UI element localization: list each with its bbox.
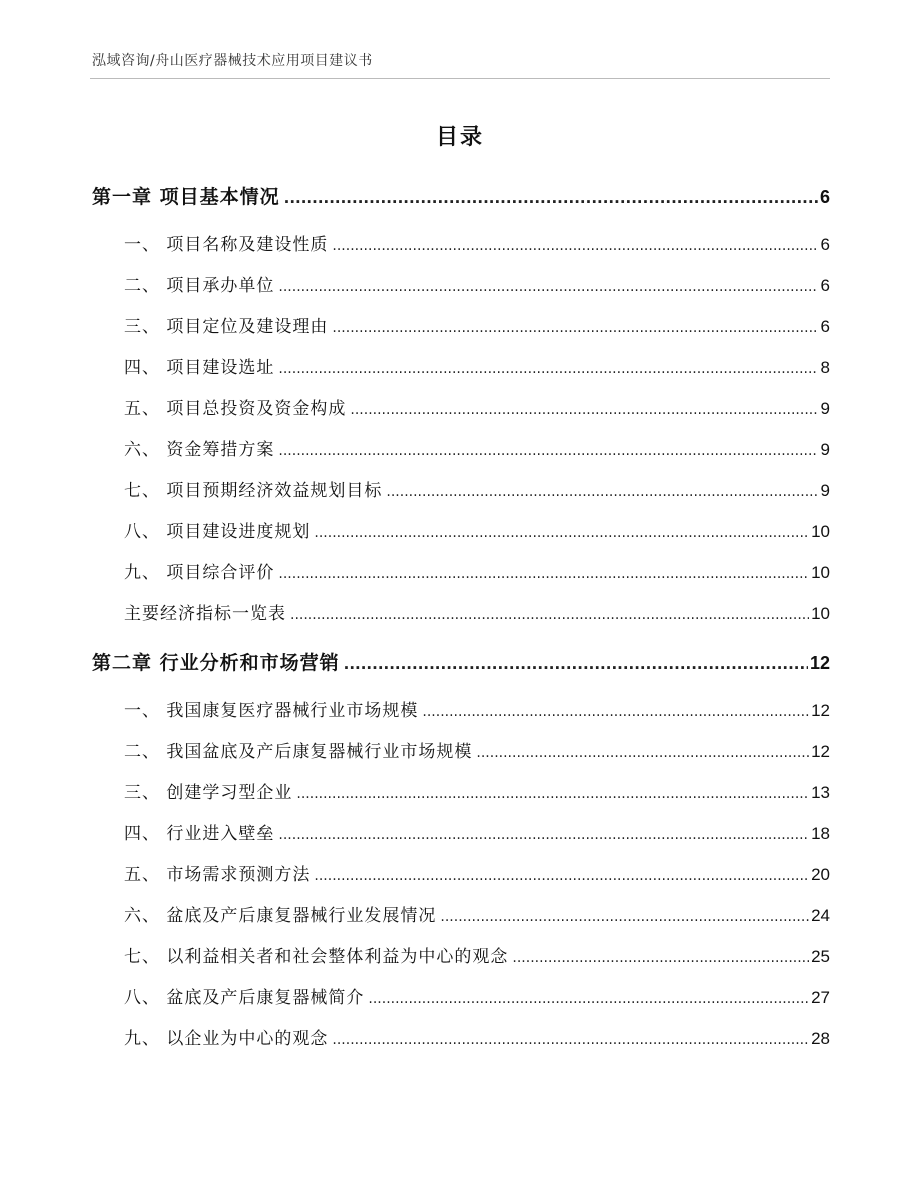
- entry-label: 八、 盆底及产后康复器械简介: [124, 988, 365, 1008]
- toc-entry[interactable]: [92, 901, 830, 942]
- dot-leader: [350, 402, 818, 418]
- dot-leader: [440, 909, 809, 925]
- dot-leader: [314, 868, 809, 884]
- dot-leader: [332, 320, 818, 336]
- toc-entry[interactable]: [92, 819, 830, 860]
- dot-leader: [344, 655, 808, 673]
- entry-page-number: 18: [811, 824, 830, 843]
- toc-entry[interactable]: [92, 394, 830, 435]
- entry-label: 一、 我国康复医疗器械行业市场规模: [124, 701, 419, 721]
- toc-chapter-2[interactable]: [92, 648, 830, 678]
- toc-entry[interactable]: [92, 983, 830, 1024]
- dot-leader: [278, 566, 809, 582]
- toc-entry[interactable]: [92, 1024, 830, 1065]
- entry-label: 九、 项目综合评价: [124, 563, 275, 583]
- entry-label: 四、 行业进入壁垒: [124, 824, 275, 844]
- table-of-contents: [92, 182, 830, 1065]
- entry-page-number: 6: [820, 276, 830, 295]
- dot-leader: [278, 361, 818, 377]
- entry-page-number: 12: [811, 701, 830, 720]
- entry-page-number: 25: [811, 947, 830, 966]
- dot-leader: [332, 1032, 809, 1048]
- entry-page-number: 9: [820, 481, 830, 500]
- entry-label: 五、 项目总投资及资金构成: [124, 399, 347, 419]
- entry-label: 九、 以企业为中心的观念: [124, 1029, 329, 1049]
- toc-entry[interactable]: [92, 860, 830, 901]
- entry-page-number: 10: [811, 563, 830, 582]
- toc-entry[interactable]: [92, 942, 830, 983]
- toc-entry[interactable]: [92, 312, 830, 353]
- dot-leader: [284, 189, 818, 207]
- toc-entry[interactable]: [92, 737, 830, 778]
- entry-page-number: 12: [811, 742, 830, 761]
- entry-label: 三、 项目定位及建设理由: [124, 317, 329, 337]
- entry-label: 七、 以利益相关者和社会整体利益为中心的观念: [124, 947, 509, 967]
- entry-label: 五、 市场需求预测方法: [124, 865, 311, 885]
- toc-entry[interactable]: [92, 696, 830, 737]
- running-header: 泓域咨询/舟山医疗器械技术应用项目建议书: [92, 53, 373, 69]
- entry-page-number: 9: [820, 440, 830, 459]
- entry-label: 二、 项目承办单位: [124, 276, 275, 296]
- entry-page-number: 6: [820, 235, 830, 254]
- entry-page-number: 27: [811, 988, 830, 1007]
- entry-page-number: 6: [820, 317, 830, 336]
- dot-leader: [332, 238, 818, 254]
- entry-page-number: 8: [820, 358, 830, 377]
- chapter-label: 第二章 行业分析和市场营销: [92, 652, 340, 674]
- chapter-label: 第一章 项目基本情况: [92, 186, 280, 208]
- dot-leader: [386, 484, 818, 500]
- dot-leader: [476, 745, 809, 761]
- toc-entry[interactable]: [92, 558, 830, 599]
- entry-page-number: 10: [811, 522, 830, 541]
- entry-label: 八、 项目建设进度规划: [124, 522, 311, 542]
- toc-entry[interactable]: [92, 599, 830, 640]
- dot-leader: [422, 704, 809, 720]
- entry-label: 六、 资金筹措方案: [124, 440, 275, 460]
- dot-leader: [278, 279, 818, 295]
- header-divider: [90, 78, 830, 79]
- entry-label: 三、 创建学习型企业: [124, 783, 293, 803]
- toc-entry[interactable]: [92, 476, 830, 517]
- toc-entry[interactable]: [92, 353, 830, 394]
- entry-page-number: 9: [820, 399, 830, 418]
- entry-page-number: 10: [811, 604, 830, 623]
- entry-label: 四、 项目建设选址: [124, 358, 275, 378]
- page-title: 目录: [435, 125, 484, 150]
- toc-entry[interactable]: [92, 435, 830, 476]
- chapter-page-number: 12: [809, 653, 830, 673]
- entry-page-number: 20: [811, 865, 830, 884]
- dot-leader: [278, 443, 818, 459]
- dot-leader: [290, 607, 809, 623]
- toc-entry[interactable]: [92, 271, 830, 312]
- toc-entry[interactable]: [92, 230, 830, 271]
- entry-page-number: 24: [811, 906, 830, 925]
- entry-page-number: 13: [811, 783, 830, 802]
- toc-entry[interactable]: [92, 778, 830, 819]
- entry-label: 主要经济指标一览表: [124, 604, 286, 624]
- dot-leader: [368, 991, 809, 1007]
- entry-label: 二、 我国盆底及产后康复器械行业市场规模: [124, 742, 473, 762]
- entry-label: 一、 项目名称及建设性质: [124, 235, 329, 255]
- dot-leader: [278, 827, 809, 843]
- entry-label: 六、 盆底及产后康复器械行业发展情况: [124, 906, 437, 926]
- chapter-page-number: 6: [819, 187, 830, 207]
- dot-leader: [512, 950, 809, 966]
- entry-label: 七、 项目预期经济效益规划目标: [124, 481, 383, 501]
- entry-page-number: 28: [811, 1029, 830, 1048]
- dot-leader: [296, 786, 809, 802]
- dot-leader: [314, 525, 809, 541]
- toc-chapter-1[interactable]: [92, 182, 830, 212]
- toc-entry[interactable]: [92, 517, 830, 558]
